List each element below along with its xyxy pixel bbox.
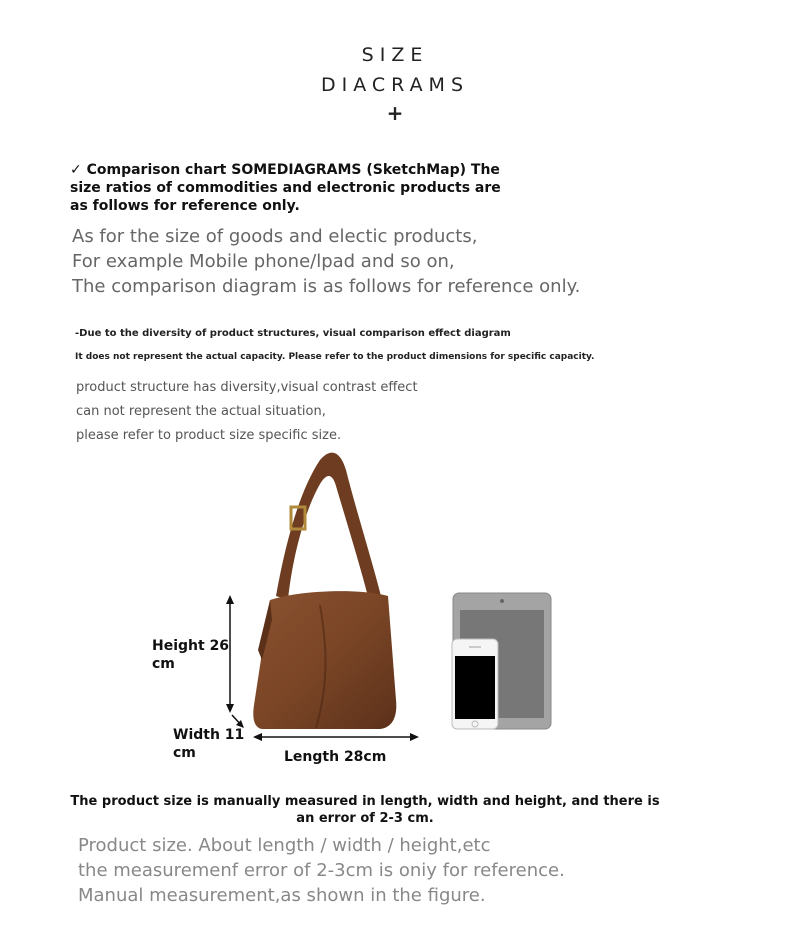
length-label: Length 28cm <box>284 749 387 765</box>
plus-symbol: + <box>386 101 404 125</box>
diagrams-title: DIACRAMS <box>320 74 470 96</box>
footer-gray-text <box>78 833 565 908</box>
footer-gray-line: the measuremenf error of 2-3cm is oniy for reference. <box>78 860 565 881</box>
height-arrow-head-top <box>226 595 234 604</box>
footer-gray-line: Manual measurement,as shown in the figure. <box>78 885 486 906</box>
size-title: SIZE <box>361 44 429 66</box>
note-line-1: -Due to the diversity of product structures, visual comparison effect diagram <box>75 328 511 339</box>
phone-screen <box>455 656 495 719</box>
intro-bold-content: Comparison chart SOMEDIAGRAMS (SketchMap) The size ratios of commodities and electronic products are as follows for reference only. <box>70 162 501 214</box>
height-arrow-head-bottom <box>226 704 234 713</box>
intro-gray-line: As for the size of goods and electic products, <box>72 226 478 247</box>
height-label: Height 26 cm <box>152 638 230 672</box>
tablet-camera <box>500 599 504 603</box>
notes-small-line: product structure has diversity,visual contrast effect <box>76 380 418 395</box>
notes-small-line: can not represent the actual situation, <box>76 404 326 419</box>
length-arrow-head-left <box>253 733 262 741</box>
intro-gray-line: For example Mobile phone/lpad and so on, <box>72 251 455 272</box>
width-label: Width 11 cm <box>173 727 245 761</box>
length-arrow-head-right <box>410 733 419 741</box>
note-line-2: It does not represent the actual capacity. Please refer to the product dimensions for specific capacity. <box>75 352 595 362</box>
footer-bold-text: The product size is manually measured in length, width and height, and there is an error of 2-3 cm. <box>70 794 660 826</box>
check-icon: ✓ <box>70 162 82 178</box>
intro-gray-line: The comparison diagram is as follows for reference only. <box>72 276 581 297</box>
footer-gray-line: Product size. About length / width / height,etc <box>78 835 491 856</box>
notes-small-line: please refer to product size specific size. <box>76 428 342 443</box>
